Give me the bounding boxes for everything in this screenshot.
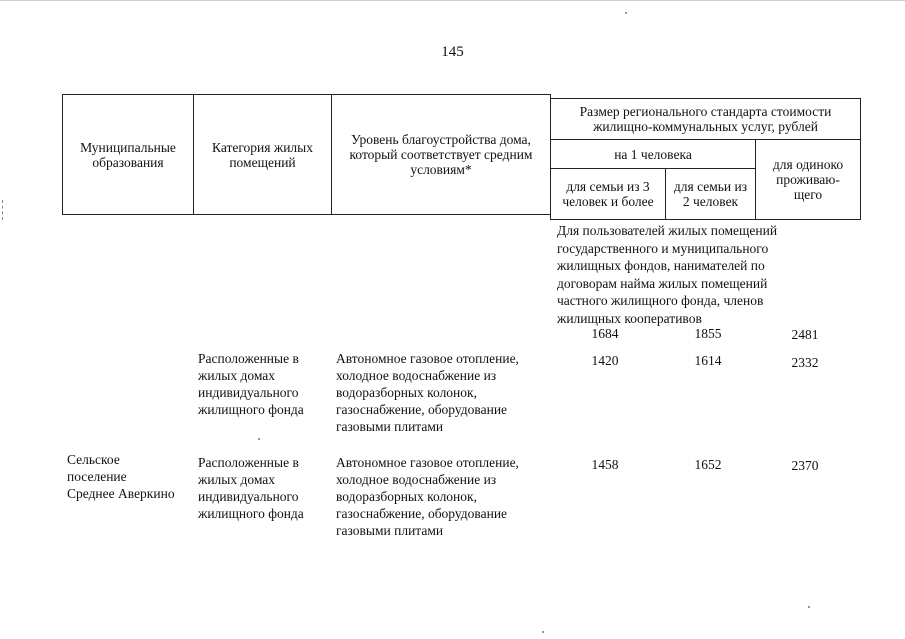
header-single	[755, 139, 861, 220]
scan-speck	[625, 12, 627, 14]
row-level: Автономное газовое отопление, холодное водоснабжение из водоразборных колонок, газоснабжение, оборудование газовыми плитами	[336, 351, 519, 434]
row-category: Расположенные в жилых домах индивидуального жилищного фонда	[198, 455, 304, 521]
header-category	[193, 94, 332, 215]
header-family2-label: для семьи из 2 человек	[673, 179, 748, 209]
scan-edge-line	[0, 0, 905, 1]
header-municipal	[62, 94, 194, 215]
header-standard-label: Размер регионального стандарта стоимости жилищно-коммунальных услуг, рублей	[579, 104, 832, 134]
row-value-single: 2332	[791, 355, 819, 370]
row-value-family3: 1458	[591, 457, 619, 472]
header-category-label: Категория жилых помещений	[212, 139, 313, 170]
header-municipal-label: Муниципальные образования	[80, 139, 176, 170]
header-standard	[550, 98, 861, 140]
row-value-family3: 1684	[591, 326, 619, 341]
header-level	[331, 94, 551, 215]
row-value-family2: 1855	[694, 326, 722, 341]
scan-speck	[808, 606, 810, 608]
header-family2	[665, 168, 756, 220]
header-per-person	[550, 139, 756, 169]
row-value-family3: 1420	[591, 353, 619, 368]
page-number: 145	[441, 44, 464, 60]
row-level: Автономное газовое отопление, холодное водоснабжение из водоразборных колонок, газоснабжение, оборудование газовыми плитами	[336, 455, 519, 538]
scan-speck	[258, 438, 260, 440]
users-note: Для пользователей жилых помещений государственного и муниципального жилищных фондов, нанимателей по договорам найма жилых помещений частного жилищного фонда, членов жилищных кооперативов	[557, 223, 778, 326]
row-value-family2: 1614	[694, 353, 722, 368]
row-value-single: 2481	[791, 327, 819, 342]
row-municipality: Сельское поселение Среднее Аверкино	[67, 452, 175, 501]
row-value-family2: 1652	[694, 457, 722, 472]
scan-margin-mark	[2, 200, 5, 220]
header-family3	[550, 168, 666, 220]
header-level-label: Уровень благоустройства дома, который соответствует средним условиям*	[349, 132, 533, 177]
header-single-label: для одиноко проживаю-щего	[772, 157, 844, 202]
row-value-single: 2370	[791, 458, 819, 473]
header-per-person-label: на 1 человека	[614, 146, 692, 162]
row-category: Расположенные в жилых домах индивидуального жилищного фонда	[198, 351, 304, 417]
scan-speck	[542, 631, 544, 633]
header-family3-label: для семьи из 3 человек и более	[562, 179, 654, 209]
